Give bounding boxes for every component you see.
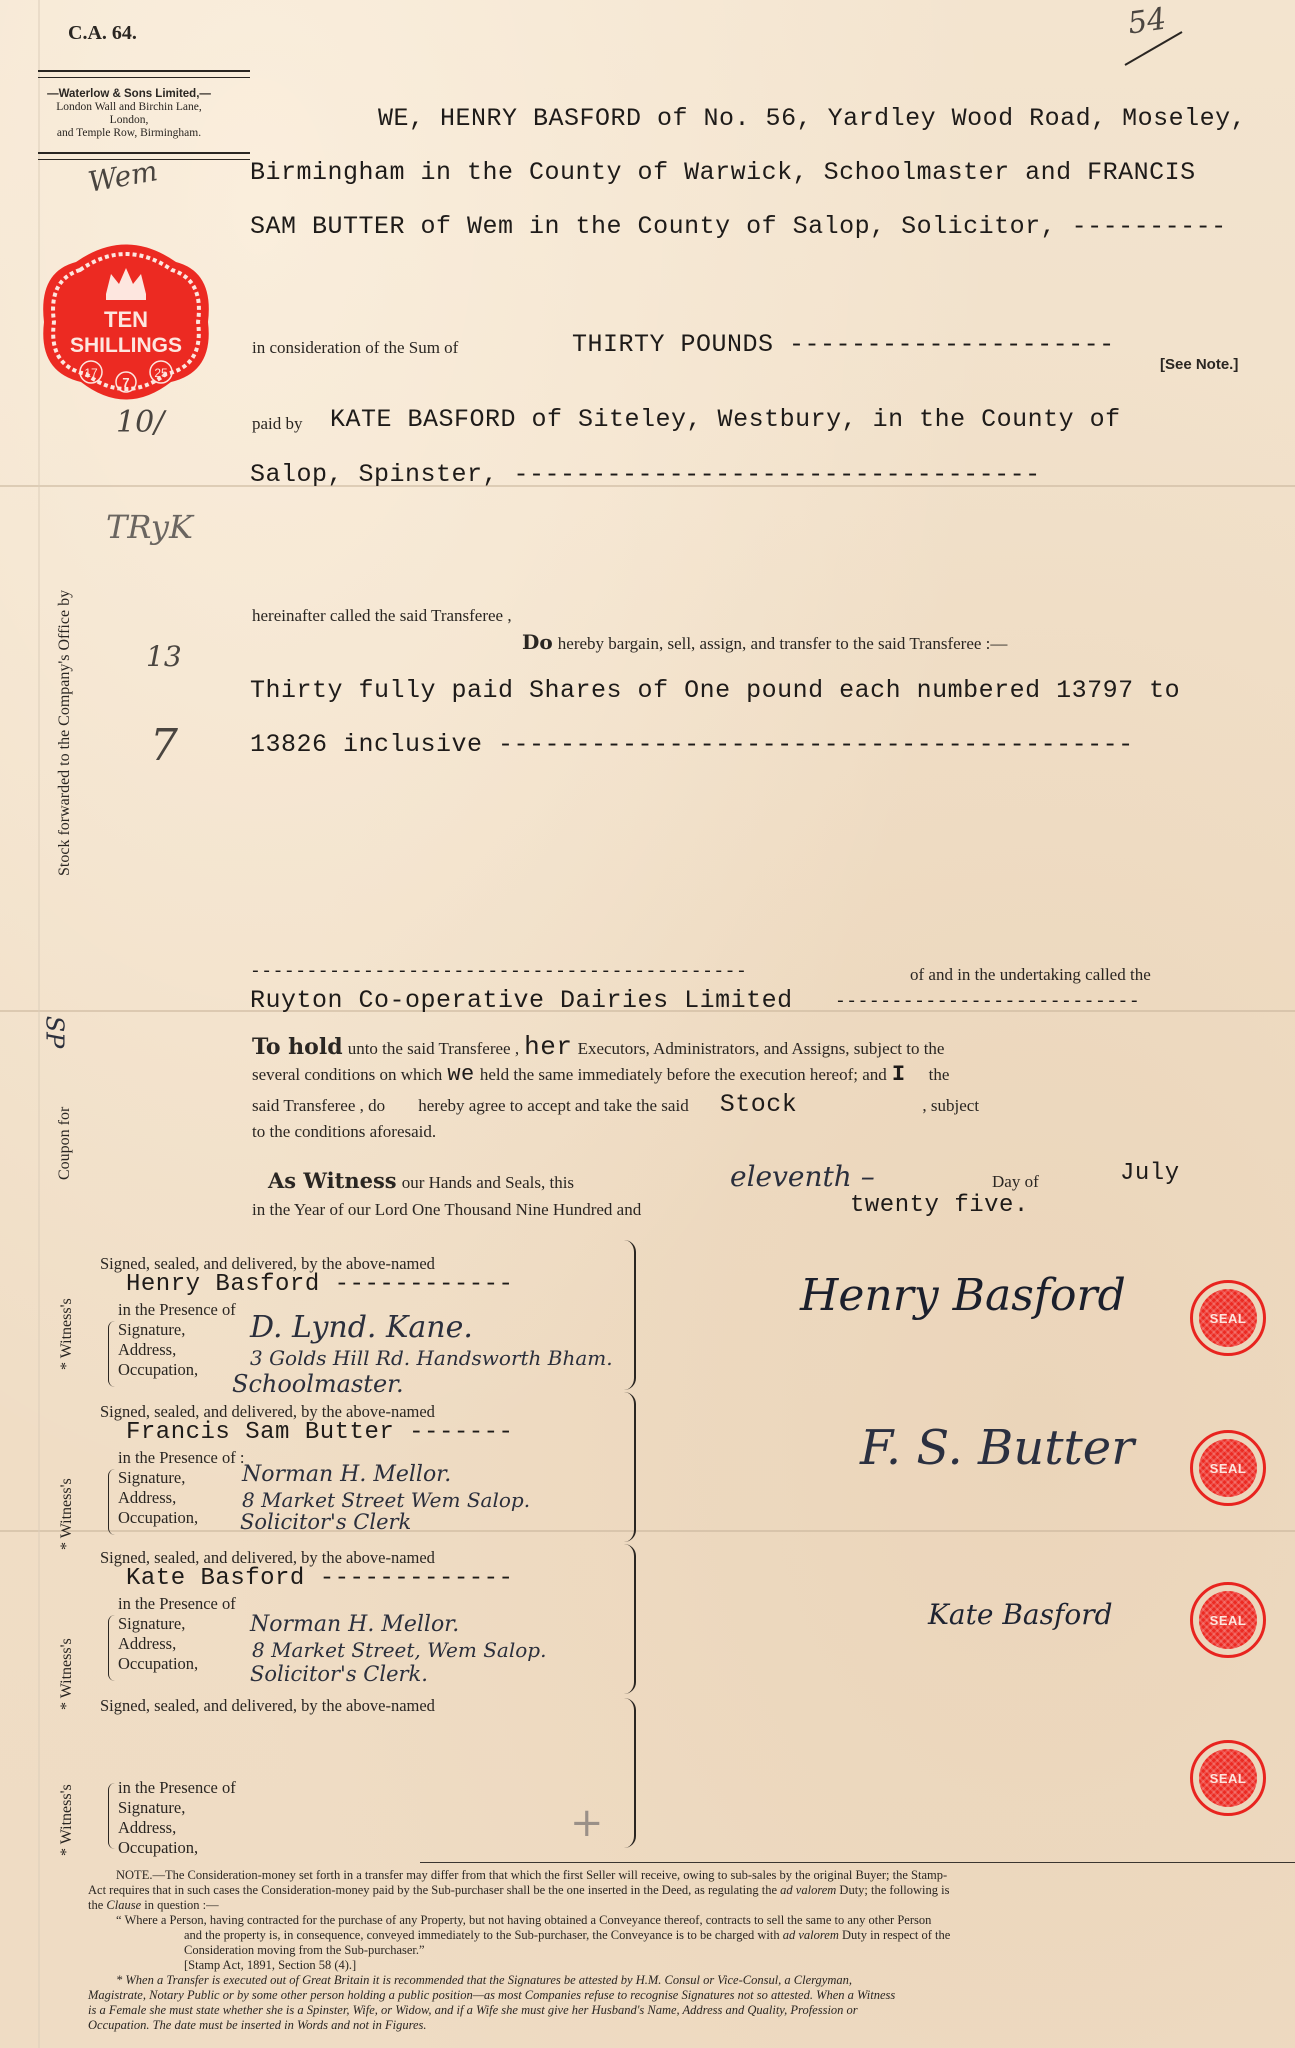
year-value: twenty five.: [850, 1192, 1029, 1219]
presence-label: in the Presence of: [118, 1594, 236, 1613]
presence-label: in the Presence of: [118, 1778, 236, 1797]
page-annotation: 54: [1125, 1, 1169, 42]
footnote-text: Occupation. The date must be inserted in Words and not in Figures.: [88, 2018, 427, 2032]
witness-side-label: * Witness's: [58, 1298, 75, 1370]
form-number: C.A. 64.: [68, 22, 137, 44]
signatory-signature: F. S. Butter: [860, 1420, 1135, 1476]
agree-stock: Stock: [719, 1090, 798, 1119]
seal-label: SEAL: [1199, 1289, 1257, 1347]
printer-address: London,: [109, 114, 149, 126]
right-brace: [624, 1392, 636, 1542]
left-brace: [108, 1783, 115, 1849]
address-label: Address,: [118, 1340, 177, 1359]
note-text: NOTE.—The Consideration-money set forth in a transfer may differ from that which the first Seller will receive, owing to sub-sales by the original Buyer; the Stamp-: [116, 1868, 948, 1882]
consideration-label: in consideration of the Sum of: [252, 338, 459, 357]
witness-gothic: As Witness: [268, 1168, 397, 1193]
footnote-text: Magistrate, Notary Public or by some other person holding a public position—as most Companies refuse to recognise Signatures not so attested. When a Witness: [88, 1988, 896, 2002]
do-hereby-text: hereby bargain, sell, assign, and transfer to the said Transferee :—: [557, 634, 1008, 653]
witness-occupation: Solicitor's Clerk: [240, 1510, 412, 1534]
transferors-line: Birmingham in the County of Warwick, Schoolmaster and FRANCIS: [250, 158, 1196, 187]
signed-label: Signed, sealed, and delivered, by the above-named: [100, 1402, 435, 1421]
agree-text: hereby agree to accept and take the said: [418, 1096, 689, 1115]
seal: [1190, 1280, 1266, 1356]
witness-signature: Norman H. Mellor.: [242, 1462, 452, 1487]
witness-occupation: Solicitor's Clerk.: [250, 1662, 428, 1686]
witness-day: eleventh –: [730, 1160, 875, 1193]
left-brace: [108, 1321, 115, 1387]
pencil-note: 7: [150, 720, 178, 771]
printer-company: —Waterlow & Sons Limited,—: [47, 88, 211, 100]
aforesaid-text: to the conditions aforesaid.: [252, 1122, 437, 1141]
occupation-label: Occupation,: [118, 1360, 199, 1379]
signatory-name: Henry Basford ------------: [126, 1271, 514, 1298]
printer-imprint: [0, 88, 258, 140]
pencil-stroke-icon: [1120, 20, 1190, 70]
right-brace: [624, 1698, 636, 1848]
divider: [38, 70, 250, 78]
shares-line: Thirty fully paid Shares of One pound each numbered 13797 to: [250, 676, 1181, 705]
left-brace: [108, 1469, 115, 1535]
to-hold-gothic: To hold: [252, 1034, 343, 1060]
signatory-signature: Henry Basford: [800, 1270, 1126, 1321]
occupation-label: Occupation,: [118, 1838, 199, 1857]
footnote: [88, 1868, 1268, 2033]
to-hold-text: unto the said Transferee ,: [347, 1039, 520, 1058]
company-name: Ruyton Co-operative Dairies Limited: [250, 986, 793, 1015]
address-label: Address,: [118, 1634, 177, 1653]
do-gothic: Do: [522, 630, 553, 654]
note-citation: [Stamp Act, 1891, Section 58 (4).]: [184, 1958, 357, 1972]
signature-label: Signature,: [118, 1468, 186, 1487]
witness-side-label: * Witness's: [58, 1784, 75, 1856]
svg-text:7: 7: [122, 375, 130, 390]
signature-label: Signature,: [118, 1614, 186, 1633]
witness-address: 8 Market Street, Wem Salop.: [252, 1638, 547, 1662]
company-dashes: ---------------------------: [835, 992, 1141, 1012]
transferors-line: SAM BUTTER of Wem in the County of Salop, Solicitor, ----------: [250, 212, 1227, 241]
footnote-text: is a Female she must state whether she is a Spinster, Wife, or Widow, and if a Wife she must give her Husband's Name, Address and Quality, Profession or: [88, 2003, 858, 2017]
footnote-text: * When a Transfer is executed out of Great Britain it is recommended that the Signatures be attested by H.M. Consul or Vice-Consul, a Clergyman,: [116, 1973, 853, 1987]
pencil-note: 10/: [116, 405, 165, 440]
witness-address: 8 Market Street Wem Salop.: [242, 1488, 531, 1512]
presence-label: in the Presence of :: [118, 1448, 245, 1467]
witness-text: our Hands and Seals, this: [401, 1173, 575, 1192]
address-label: Address,: [118, 1818, 177, 1837]
conditions-clause: [252, 1062, 949, 1087]
consideration-value: THIRTY POUNDS ---------------------: [572, 330, 1115, 359]
signatory-name: Francis Sam Butter -------: [126, 1419, 514, 1446]
seal-label: SEAL: [1199, 1591, 1257, 1649]
seal-label: SEAL: [1199, 1749, 1257, 1807]
agree-text: , subject: [922, 1096, 980, 1115]
signed-label: Signed, sealed, and delivered, by the above-named: [100, 1548, 435, 1567]
svg-text:SHILLINGS: SHILLINGS: [69, 334, 183, 357]
signatory-name: Kate Basford -------------: [126, 1565, 514, 1592]
signature-block: [100, 1696, 640, 1858]
conditions-we: we: [447, 1062, 475, 1087]
signature-label: Signature,: [118, 1798, 186, 1817]
transferee-line: Salop, Spinster, ----------------------------------: [250, 460, 1041, 489]
transferors-line: WE, HENRY BASFORD of No. 56, Yardley Wood Road, Moseley,: [378, 104, 1247, 133]
conditions-i: I: [891, 1062, 906, 1087]
printer-address: London Wall and Birchin Lane,: [56, 101, 202, 113]
agree-text: said Transferee , do: [252, 1096, 386, 1115]
agree-clause: [252, 1090, 979, 1119]
printer-address: and Temple Row, Birmingham.: [56, 127, 202, 139]
pencil-note: +: [570, 1800, 604, 1846]
signed-label: Signed, sealed, and delivered, by the above-named: [100, 1696, 435, 1715]
svg-text:25: 25: [154, 366, 168, 380]
address-label: Address,: [118, 1488, 177, 1507]
witness-clause: [268, 1168, 574, 1193]
paid-by-label: paid by: [252, 414, 303, 433]
pencil-note: Wem: [85, 154, 160, 199]
conditions-text: the: [928, 1065, 950, 1084]
occupation-label: Occupation,: [118, 1654, 199, 1673]
seal: [1190, 1582, 1266, 1658]
coupon-for-label: Coupon for: [56, 1106, 73, 1180]
occupation-label: Occupation,: [118, 1508, 199, 1527]
witness-side-label: * Witness's: [58, 1478, 75, 1550]
stamp-icon: [36, 232, 216, 407]
shares-line: 13826 inclusive -----------------------------------------: [250, 730, 1134, 759]
to-hold-clause: [252, 1032, 944, 1062]
seal: [1190, 1740, 1266, 1816]
divider: [420, 1862, 1295, 1863]
revenue-stamp: [36, 232, 216, 407]
transferee-line: KATE BASFORD of Siteley, Westbury, in the County of: [330, 405, 1121, 434]
conditions-text: held the same immediately before the execution hereof; and: [479, 1065, 887, 1084]
signatory-name: [100, 1716, 640, 1738]
paper-fold: [0, 1530, 1295, 1532]
undertaking-label: of and in the undertaking called the: [910, 965, 1151, 984]
seal: [1190, 1430, 1266, 1506]
svg-text:TEN: TEN: [104, 307, 148, 332]
note-quote: “ Where a Person, having contracted for the purchase of any Property, but not having obtained a Conveyance thereof, contracts to sell the same to any other Person: [116, 1913, 932, 1927]
witness-side-label: * Witness's: [58, 1638, 75, 1710]
right-brace: [624, 1544, 636, 1694]
right-brace: [624, 1240, 636, 1390]
note-quote: Consideration moving from the Sub-purchaser.”: [184, 1943, 425, 1957]
witness-month: July: [1120, 1160, 1180, 1187]
left-brace: [108, 1615, 115, 1681]
conditions-text: several conditions on which: [252, 1065, 443, 1084]
pencil-note: 13: [146, 640, 182, 673]
witness-occupation: Schoolmaster.: [232, 1370, 404, 1398]
do-hereby-clause: [522, 630, 1007, 654]
note-text: Act requires that in such cases the Consideration-money paid by the Sub-purchaser shall be the one inserted in the Deed, as regulating the ad valorem Duty; the following is: [88, 1883, 950, 1897]
to-hold-text: Executors, Administrators, and Assigns, subject to the: [577, 1039, 945, 1058]
signed-label: Signed, sealed, and delivered, by the above-named: [100, 1254, 435, 1273]
day-of-label: Day of: [992, 1172, 1039, 1191]
to-hold-her: her: [524, 1032, 573, 1062]
note-text: the Clause in question :—: [88, 1898, 219, 1912]
see-note-label: [See Note.]: [1160, 356, 1239, 373]
signature-label: Signature,: [118, 1320, 186, 1339]
signatory-signature: Kate Basford: [928, 1598, 1113, 1631]
stock-forwarded-label: Stock forwarded to the Company's Office by: [56, 589, 73, 876]
witness-signature: Norman H. Mellor.: [250, 1612, 460, 1637]
witness-signature: D. Lynd. Kane.: [250, 1310, 473, 1345]
witness-address: 3 Golds Hill Rd. Handsworth Bham.: [250, 1346, 613, 1370]
undertaking-dashes: --------------------------------------------: [250, 962, 748, 982]
hereinafter-label: hereinafter called the said Transferee ,: [252, 606, 512, 625]
year-label: in the Year of our Lord One Thousand Nine Hundred and: [252, 1200, 642, 1219]
seal-label: SEAL: [1199, 1439, 1257, 1497]
coupon-initials: SP: [40, 1015, 69, 1049]
presence-label: in the Presence of: [118, 1300, 236, 1319]
note-quote: and the property is, in consequence, conveyed immediately to the Sub-purchaser, the Conveyance is to be charged with ad valorem Duty in respect of the: [184, 1928, 951, 1942]
pencil-note: TRyK: [106, 508, 193, 546]
svg-text:17: 17: [84, 366, 98, 380]
